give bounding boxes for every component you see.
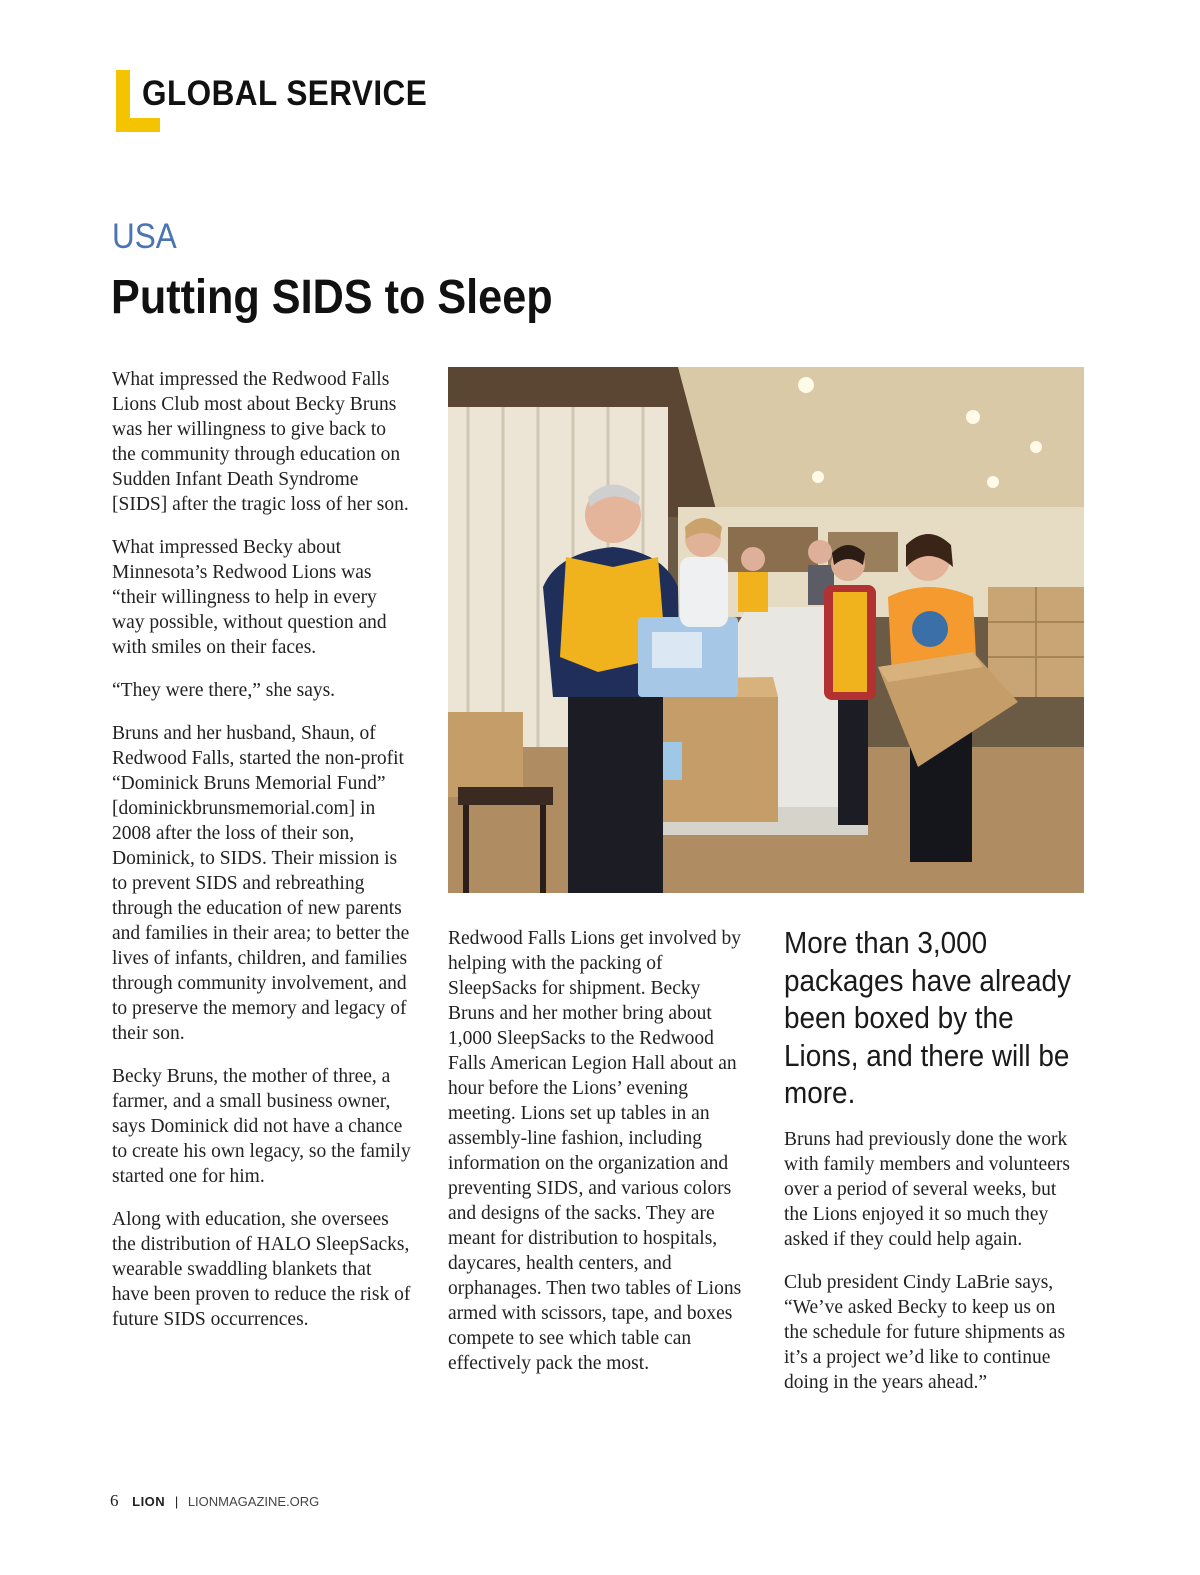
paragraph: Becky Bruns, the mother of three, a farmer, and a small business owner, says Dominick did not have a chance to create his own legacy, so the family started one for him.	[112, 1066, 411, 1187]
page-number: 6	[110, 1491, 119, 1510]
paragraph: Along with education, she oversees the distribution of HALO SleepSacks, wearable swaddling blankets that have been proven to reduce the risk of future SIDS occurrences.	[112, 1209, 411, 1330]
paragraph: Bruns and her husband, Shaun, of Redwood Falls, started the non-profit “Dominick Bruns Memorial Fund” [dominickbrunsmemorial.com] in 2008 after the loss of their son, Dominick, to SIDS. Their mission is to prevent SIDS and rebreathing through the education of new parents and families in their area; to better the lives of infants, children, and families through community involvement, and to preserve the memory and legacy of their son.	[112, 723, 410, 1044]
article-photo	[448, 367, 1084, 893]
article-country: USA	[112, 217, 177, 256]
pull-quote: More than 3,000 packages have already been boxed by the Lions, and there will be more.	[784, 925, 1071, 1110]
section-label: GLOBAL SERVICE	[142, 74, 428, 113]
website-link[interactable]: LIONMAGAZINE.ORG	[187, 1494, 320, 1509]
footer-separator: |	[174, 1494, 179, 1509]
article-column-1	[112, 367, 412, 1350]
magazine-name: LION	[132, 1494, 166, 1509]
paragraph: What impressed the Redwood Falls Lions Club most about Becky Bruns was her willingness to give back to the community through education on Sudden Infant Death Syndrome [SIDS] after the tragic loss of her son.	[112, 369, 409, 515]
page-footer	[110, 1491, 319, 1511]
paragraph: What impressed Becky about Minnesota’s Redwood Lions was “their willingness to help in every way possible, without question and with smiles on their faces.	[112, 537, 387, 658]
article-column-3	[784, 1127, 1084, 1413]
article-title: Putting SIDS to Sleep	[111, 271, 553, 324]
paragraph: Club president Cindy LaBrie says, “We’ve asked Becky to keep us on the schedule for future shipments as it’s a project we’d like to continue doing in the years ahead.”	[784, 1272, 1066, 1393]
paragraph: Bruns had previously done the work with family members and volunteers over a period of several weeks, but the Lions enjoyed it so much they asked if they could help again.	[784, 1129, 1070, 1250]
paragraph: Redwood Falls Lions get involved by helping with the packing of SleepSacks for shipment. Becky Bruns and her mother bring about 1,000 SleepSacks to the Redwood Falls American Legion Hall about an hour before the Lions’ evening meeting. Lions set up tables in an assembly-line fashion, including information on the organization and preventing SIDS, and various colors and designs of the sacks. They are meant for distribution to hospitals, daycares, health centers, and orphanages. Then two tables of Lions armed with scissors, tape, and boxes compete to see which table can effectively pack the most.	[448, 928, 742, 1374]
paragraph: “They were there,” she says.	[112, 680, 336, 701]
article-column-2	[448, 926, 744, 1394]
